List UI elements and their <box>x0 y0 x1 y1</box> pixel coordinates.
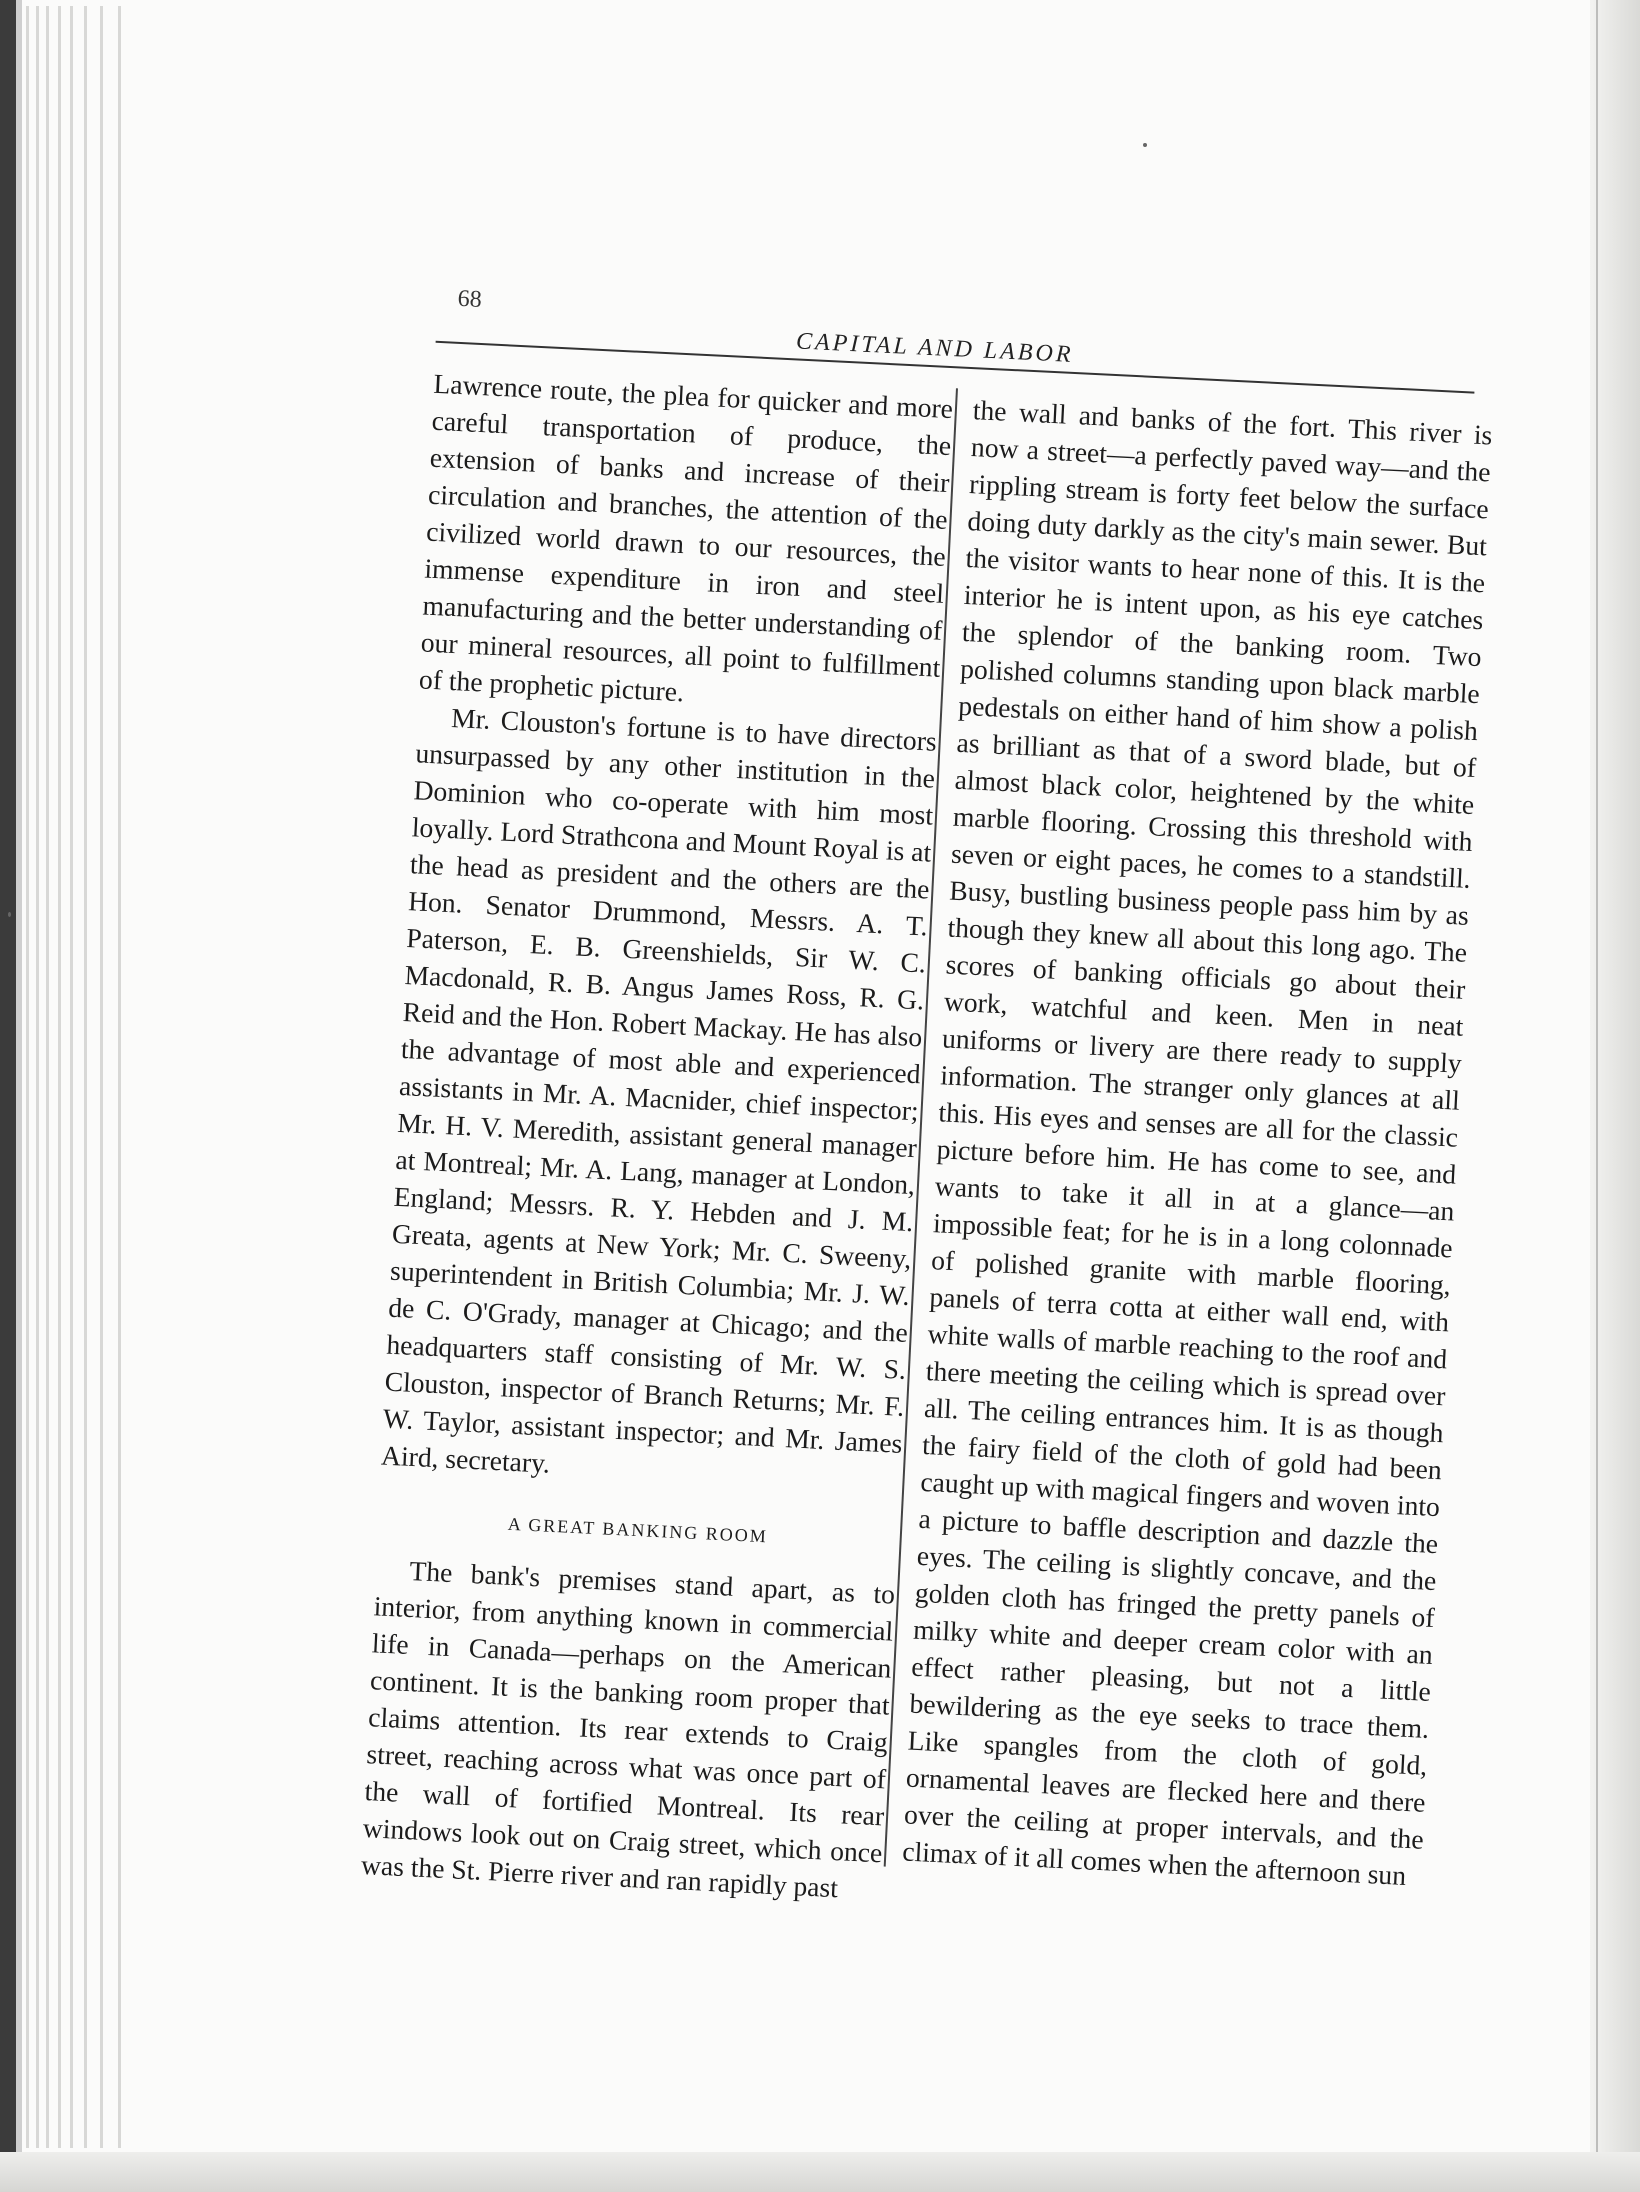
book-binding <box>0 0 16 2192</box>
left-column <box>360 365 954 1909</box>
dust-speck <box>8 912 11 917</box>
paragraph: Mr. Clouston's fortune is to have directors unsurpassed by any other institution in the Dominion who co-operate with him most loyally. Lord Strathcona and Mount Royal is at the head as president and the others are the Hon. Senator Drummond, Messrs. A. T. Paterson, E. B. Greenshields, Sir W. C. Macdonald, R. B. Angus James Ross, R. G. Reid and the Hon. Robert Mackay. He has also the advantage of most able and experienced assistants in Mr. A. Macnider, chief inspector; Mr. H. V. Meredith, assistant general manager at Montreal; Mr. A. Lang, manager at London, England; Messrs. R. Y. Hebden and J. M. Greata, agents at New York; Mr. C. Sweeny, superintendent in British Columbia; Mr. J. W. de C. O'Grady, manager at Chicago; and the headquarters staff consisting of Mr. W. S. Clouston, inspector of Branch Returns; Mr. F. W. Taylor, assistant inspector; and Mr. James Aird, secretary. <box>380 702 938 1479</box>
paragraph: the wall and banks of the fort. This river is now a street—a perfectly paved way—and the rippling stream is forty feet below the surface doing duty darkly as the city's main sewer. But the visitor wants to hear none of this. It is the interior he is intent upon, as his eye catches the splendor of the banking room. Two polished columns standing upon black marble pedestals on either hand of him show a polish as brilliant as that of a sword blade, but of almost black color, heightened by the white marble flooring. Crossing this threshold with seven or eight paces, he comes to a standstill. Busy, bustling business people pass him by as though they knew all about this long ago. The scores of banking officials go about their work, watchful and keen. Men in neat uniforms or livery are there ready to supply information. The stranger only glances at all this. His eyes and senses are all for the classic picture before him. He has come to see, and wants to take it all in at a glance—an impossible feat; for he is in a long colonnade of polished granite with marble flooring, panels of terra cotta at either wall end, with white walls of marble reaching to the roof and there meeting the ceiling which is spread over all. The ceiling entrances him. It is as though the fairy field of the cloth of gold had been caught up with magical fingers and woven into a picture to baffle description and dazzle the eyes. The ceiling is slightly concave, and the golden cloth has fringed the pretty panels of milky white and deeper cream color with an effect rather pleasing, but not a little bewildering as the eye seeks to trace them. Like spangles from the cloth of gold, ornamental leaves are flecked here and there over the ceiling at proper intervals, and the climax of it all comes when the afternoon sun <box>901 394 1494 1892</box>
paragraph: Lawrence route, the plea for quicker and more careful transportation of produce, the extension of banks and increase of their circulation and branches, the attention of the civilized world drawn to our resources, the immense expenditure in iron and steel manufacturing and the better understanding of our mineral resources, all point to fulfillment of the prophetic picture. <box>418 367 954 708</box>
dust-speck <box>1143 143 1147 147</box>
right-page-edge <box>1596 0 1598 2192</box>
bottom-shadow <box>0 2152 1640 2192</box>
paragraph: The bank's premises stand apart, as to interior, from anything known in commercial life in Canada—perhaps on the American continent. It is the banking room proper that claims attention. Its rear extends to Craig street, reaching across what was once part of the wall of fortified Montreal. Its rear windows look out on Craig street, which once was the St. Pierre river and ran rapidly past <box>360 1554 896 1904</box>
running-title: CAPITAL AND LABOR <box>795 328 1075 368</box>
page-number: 68 <box>457 285 483 313</box>
text-page <box>257 250 1494 2003</box>
page-edges <box>22 0 132 2192</box>
right-column <box>902 391 1494 1895</box>
section-heading: A GREAT BANKING ROOM <box>507 1513 769 1547</box>
